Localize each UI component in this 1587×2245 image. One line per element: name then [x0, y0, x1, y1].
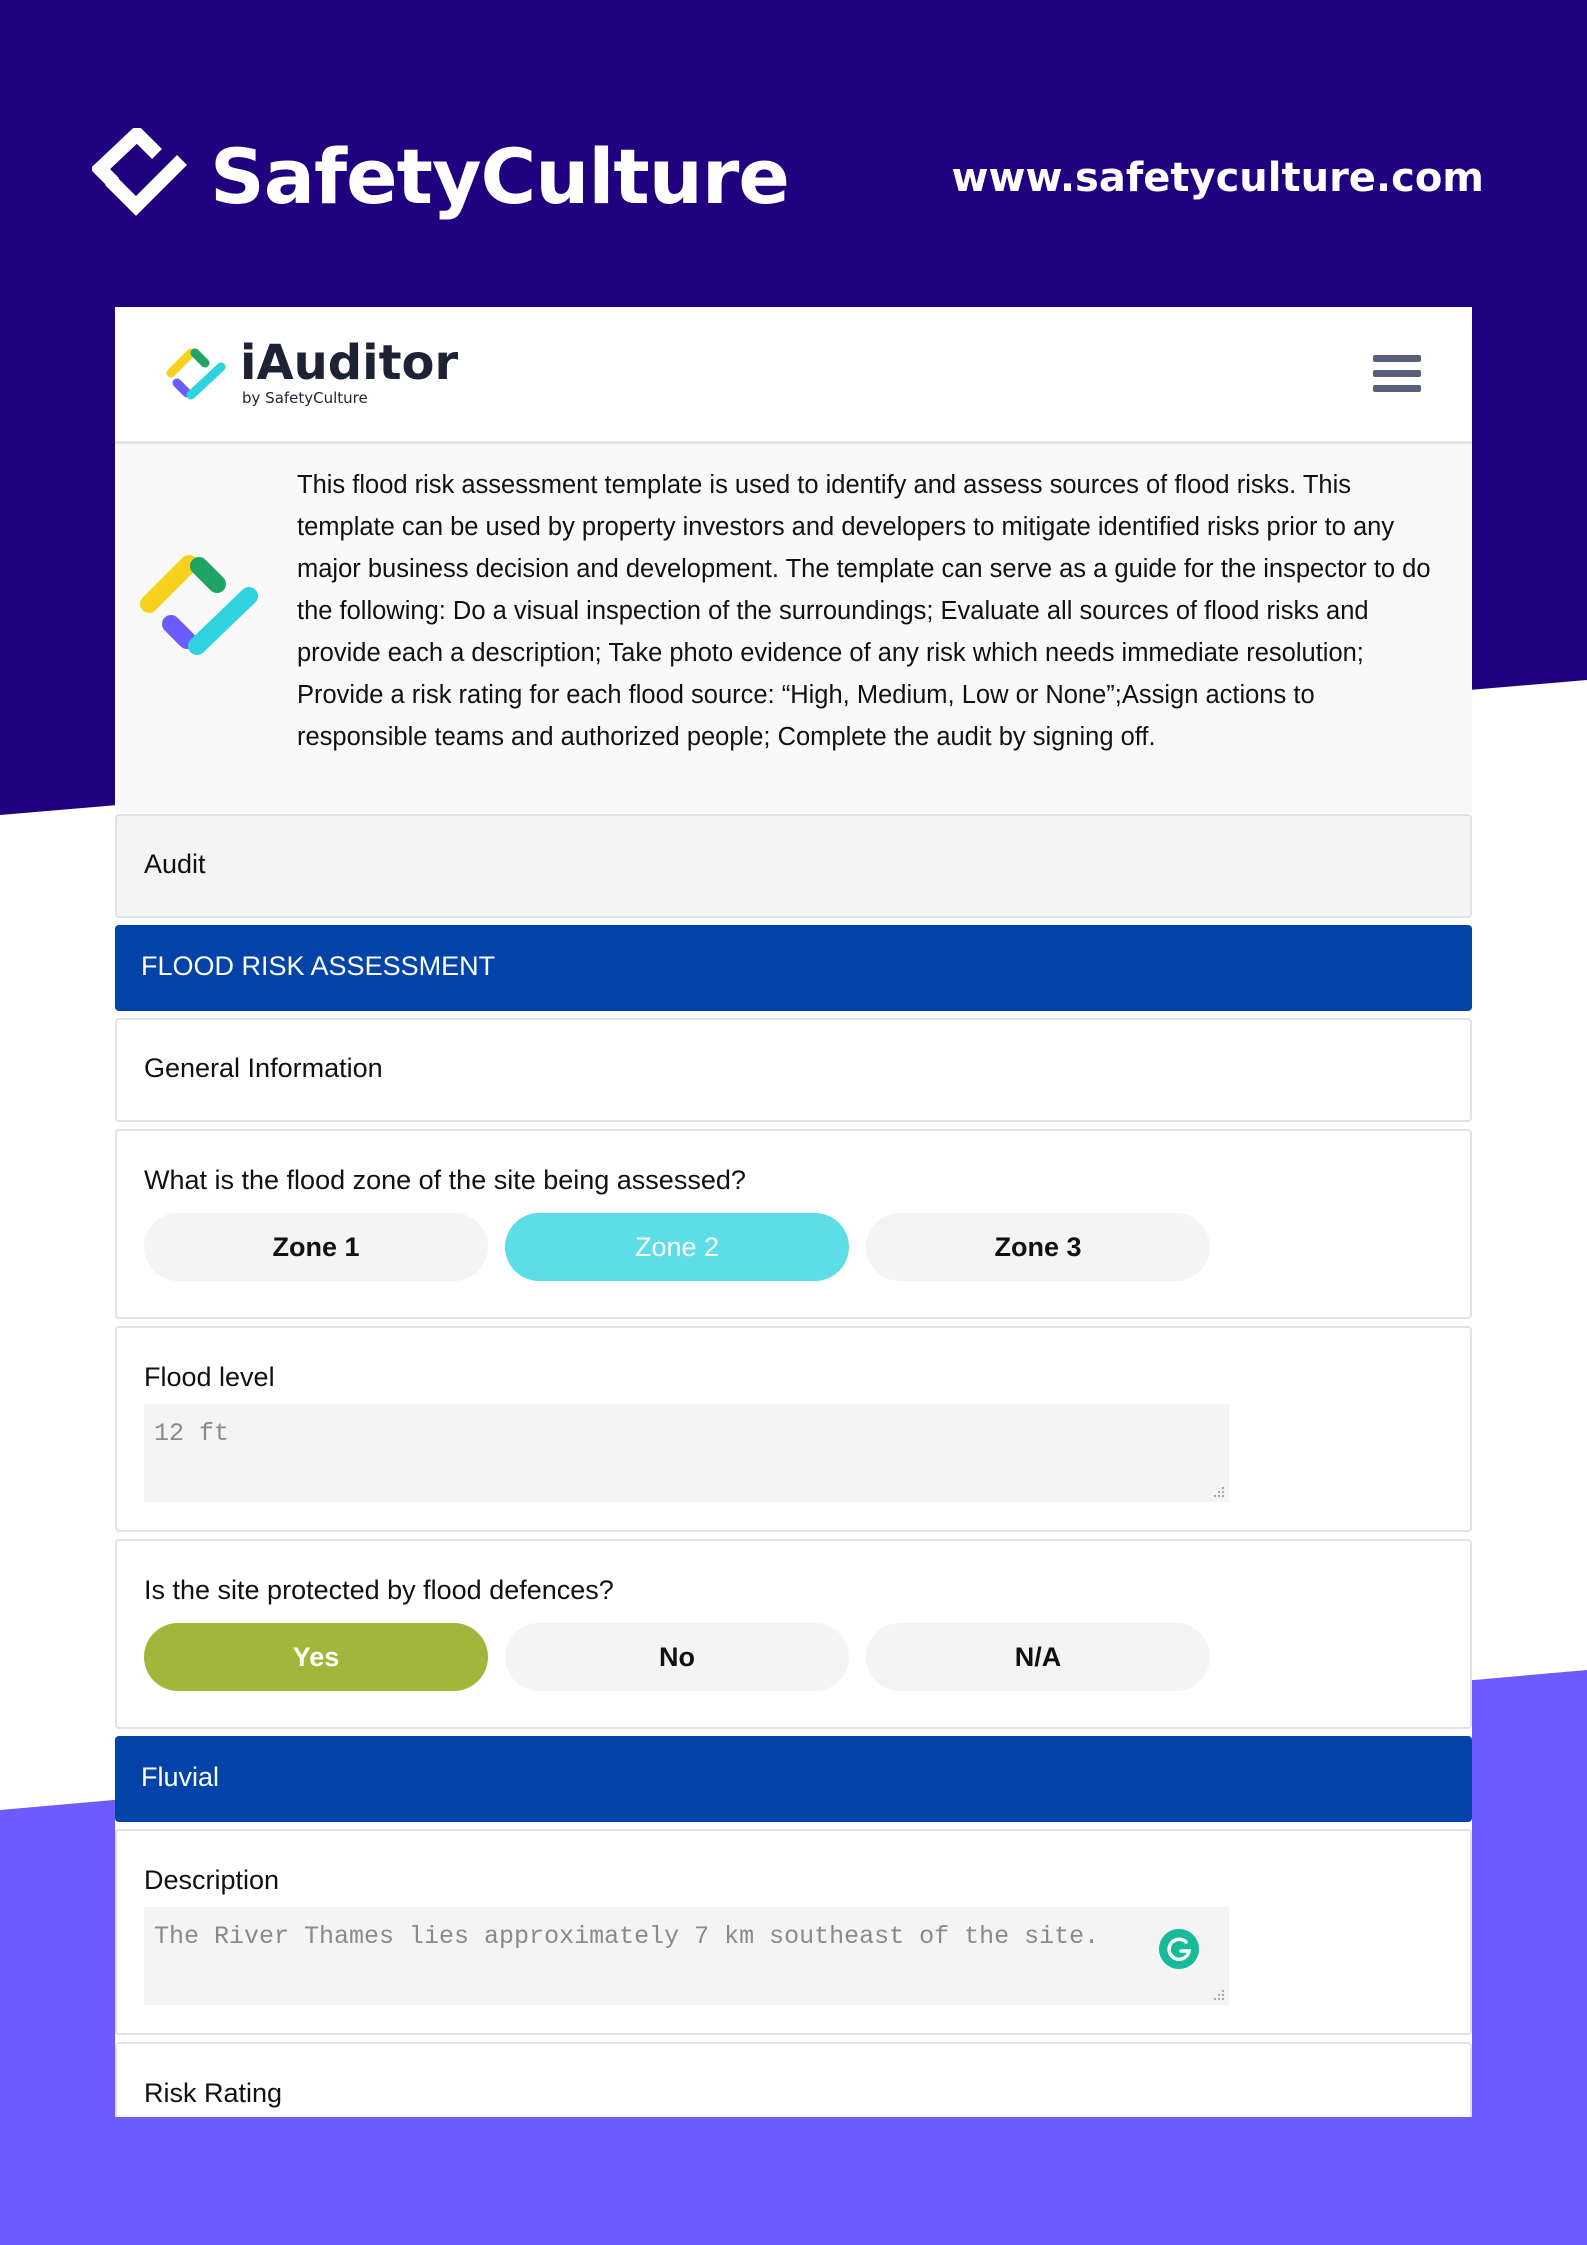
menu-line [1373, 355, 1421, 362]
risk-rating-label: Risk Rating [144, 2078, 283, 2108]
zone-1-button[interactable]: Zone 1 [144, 1213, 488, 1281]
hamburger-menu-icon[interactable] [1373, 355, 1421, 395]
flood-zone-question [115, 1129, 1472, 1319]
resize-grip-icon[interactable] [1211, 1484, 1225, 1498]
description-label: Description [144, 1865, 280, 1895]
section-title: FLOOD RISK ASSESSMENT [141, 951, 496, 981]
description-input[interactable] [144, 1907, 1229, 2005]
audit-bar[interactable] [115, 814, 1472, 918]
question-text: What is the flood zone of the site being assessed? [144, 1165, 746, 1195]
checkmark-diamond-icon [92, 128, 192, 228]
app-panel [115, 307, 1472, 2117]
audit-label: Audit [144, 849, 206, 879]
general-information-label: General Information [144, 1053, 383, 1083]
iauditor-logo-icon [165, 343, 227, 405]
flood-level-label: Flood level [144, 1362, 275, 1392]
flood-defences-question [115, 1539, 1472, 1729]
question-text: Is the site protected by flood defences? [144, 1575, 614, 1605]
app-name: iAuditor [240, 335, 459, 391]
intro-description: This flood risk assessment template is used to identify and assess sources of flood risks. This template can be used by property investors and developers to mitigate identified risks prior to any major business decision and development. The template can serve as a guide for the inspector to do the following: Do a visual inspection of the surroundings; Evaluate all sources of flood risks and provide each a description; Take photo evidence of any risk which needs immediate resolution; Provide a risk rating for each flood source: “High, Medium, Low or None”;Assign actions to responsible teams and authorized people; Complete the audit by signing off. [297, 471, 1431, 751]
app-subtitle: by SafetyCulture [242, 389, 368, 407]
yes-button[interactable]: Yes [144, 1623, 488, 1691]
flood-level-question [115, 1326, 1472, 1532]
description-question [115, 1829, 1472, 2035]
general-information-bar[interactable] [115, 1018, 1472, 1122]
section-flood-risk-assessment[interactable] [115, 925, 1472, 1011]
menu-line [1373, 385, 1421, 392]
app-header [115, 307, 1472, 444]
menu-line [1373, 370, 1421, 377]
description-value: The River Thames lies approximately 7 km southeast of the site. [154, 1922, 1100, 1951]
iauditor-logo-icon [137, 542, 261, 666]
flood-level-value: 12 ft [154, 1419, 230, 1448]
risk-rating-question [115, 2042, 1472, 2117]
brand-name: SafetyCulture [210, 132, 789, 221]
section-fluvial[interactable] [115, 1736, 1472, 1822]
no-button[interactable]: No [505, 1623, 849, 1691]
zone-2-button[interactable]: Zone 2 [505, 1213, 849, 1281]
zone-3-button[interactable]: Zone 3 [866, 1213, 1210, 1281]
grammarly-icon[interactable] [1159, 1929, 1199, 1969]
resize-grip-icon[interactable] [1211, 1987, 1225, 2001]
flood-level-input[interactable] [144, 1404, 1229, 1502]
template-intro [115, 444, 1472, 813]
section-title: Fluvial [141, 1762, 220, 1792]
brand-url[interactable]: www.safetyculture.com [951, 155, 1484, 201]
na-button[interactable]: N/A [866, 1623, 1210, 1691]
